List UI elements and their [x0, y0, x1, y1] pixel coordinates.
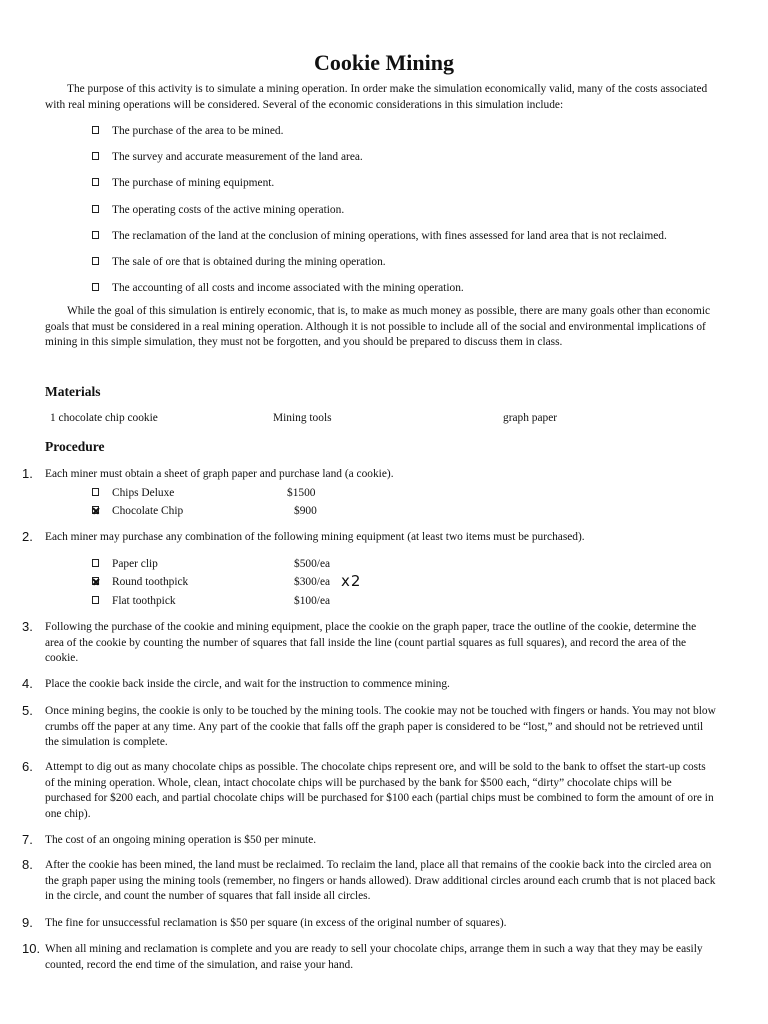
procedure-heading: Procedure	[45, 439, 105, 454]
materials-heading: Materials	[45, 384, 101, 399]
step-text: When all mining and reclamation is complete and you are ready to sell your chocolate chips, arrange them in such a way that they may be easily counted, record the end time of the simulation, and raise your hand.	[45, 943, 703, 971]
equipment-option-label: Paper clip	[112, 558, 158, 570]
list-item: The operating costs of the active mining operation.	[92, 203, 667, 229]
step-text: The fine for unsuccessful reclamation is $50 per square (in excess of the original number of squares).	[45, 917, 507, 929]
land-option-label: Chocolate Chip	[112, 505, 184, 517]
list-item: The reclamation of the land at the conclusion of mining operations, with fines assessed for land area that is not reclaimed.	[92, 229, 667, 255]
step-number: 2.	[22, 529, 33, 544]
step-number: 10.	[22, 941, 41, 956]
checkbox-icon	[92, 488, 99, 496]
land-option-price: $900	[294, 505, 317, 517]
list-item: The purchase of the area to be mined.	[92, 124, 667, 150]
step-text: Each miner must obtain a sheet of graph paper and purchase land (a cookie).	[45, 468, 394, 480]
land-option-label: Chips Deluxe	[112, 487, 175, 499]
step-number: 8.	[22, 857, 33, 872]
step-text: Following the purchase of the cookie and mining equipment, place the cookie on the graph paper, trace the outline of the cookie, determine the area of the cookie by counting the number of squares that fall inside the line (count partial squares as full squares), and record the area of the cookie.	[45, 621, 697, 664]
land-option-price: $1500	[287, 487, 316, 499]
equipment-option-price: $500/ea	[294, 558, 331, 570]
checkbox-icon	[92, 283, 99, 291]
equipment-option-price: $300/ea	[294, 576, 331, 588]
step-number: 3.	[22, 619, 33, 634]
equipment-option-price: $100/ea	[294, 595, 331, 607]
step-number: 5.	[22, 703, 33, 718]
considerations-list	[92, 124, 667, 307]
checkbox-icon	[92, 152, 99, 160]
step-number: 1.	[22, 466, 33, 481]
equipment-option-label: Flat toothpick	[112, 595, 176, 607]
step-text: Once mining begins, the cookie is only to be touched by the mining tools. The cookie may not be touched with fingers or hands. You may not blow crumbs off the paper at any time. Any part of the cookie that falls off the graph paper is considered to be “lost,” and should not be retrieved until the simulation is complete.	[45, 705, 716, 748]
material-item: Mining tools	[273, 412, 332, 424]
material-item: graph paper	[503, 412, 558, 424]
step-number: 6.	[22, 759, 33, 774]
step-text: After the cookie has been mined, the land must be reclaimed. To reclaim the land, place all that remains of the cookie back into the circled area on the graph paper using the mining tools (remember, no fingers or hands allowed). Draw additional circles around each crumb that is not placed back in the circle, and count the number of squares that fall inside all circles.	[45, 859, 716, 902]
list-item: The sale of ore that is obtained during the mining operation.	[92, 255, 667, 281]
list-item: The purchase of mining equipment.	[92, 176, 667, 202]
intro-paragraph: The purpose of this activity is to simulate a mining operation. In order make the simulation economically valid, many of the costs associated with real mining operations will be considered. Several of the economic considerations in this simulation include:	[45, 83, 708, 111]
checkbox-icon	[92, 257, 99, 265]
step-text: Place the cookie back inside the circle, and wait for the instruction to commence mining.	[45, 678, 450, 690]
page-title: Cookie Mining	[314, 50, 454, 75]
equipment-option-label: Round toothpick	[112, 576, 189, 588]
checked-box-icon	[92, 506, 99, 514]
step-number: 4.	[22, 676, 33, 691]
handwritten-note: x2	[341, 572, 362, 590]
checked-box-icon	[92, 577, 99, 585]
checkbox-icon	[92, 205, 99, 213]
step-text: Attempt to dig out as many chocolate chips as possible. The chocolate chips represent ore, and will be sold to the bank to offset the start-up costs of the mining operation. Whole, clean, intact chocolate chips will be purchased by the bank for $500 each, “dirty” chocolate chips will be purchased for $200 each, and partial chocolate chips will be purchased for $100 each (partial chips must be combined to form the amount of ore in one chip).	[45, 761, 714, 820]
step-number: 7.	[22, 832, 33, 847]
list-item: The accounting of all costs and income associated with the mining operation.	[92, 281, 667, 307]
goals-paragraph: While the goal of this simulation is entirely economic, that is, to make as much money as possible, there are many goals other than economic goals that must be considered in a real mining operation. Although it is not possible to include all of the social and environmental implications of mining in this simple simulation, they must not be forgotten, and you should be prepared to discuss them in class.	[45, 305, 711, 348]
checkbox-icon	[92, 596, 99, 604]
step-number: 9.	[22, 915, 33, 930]
step-text: The cost of an ongoing mining operation is $50 per minute.	[45, 834, 317, 846]
checkbox-icon	[92, 231, 99, 239]
list-item: The survey and accurate measurement of the land area.	[92, 150, 667, 176]
checkbox-icon	[92, 559, 99, 567]
checkbox-icon	[92, 178, 99, 186]
step-text: Each miner may purchase any combination of the following mining equipment (at least two items must be purchased).	[45, 531, 585, 543]
checkbox-icon	[92, 126, 99, 134]
material-item: 1 chocolate chip cookie	[50, 412, 158, 424]
